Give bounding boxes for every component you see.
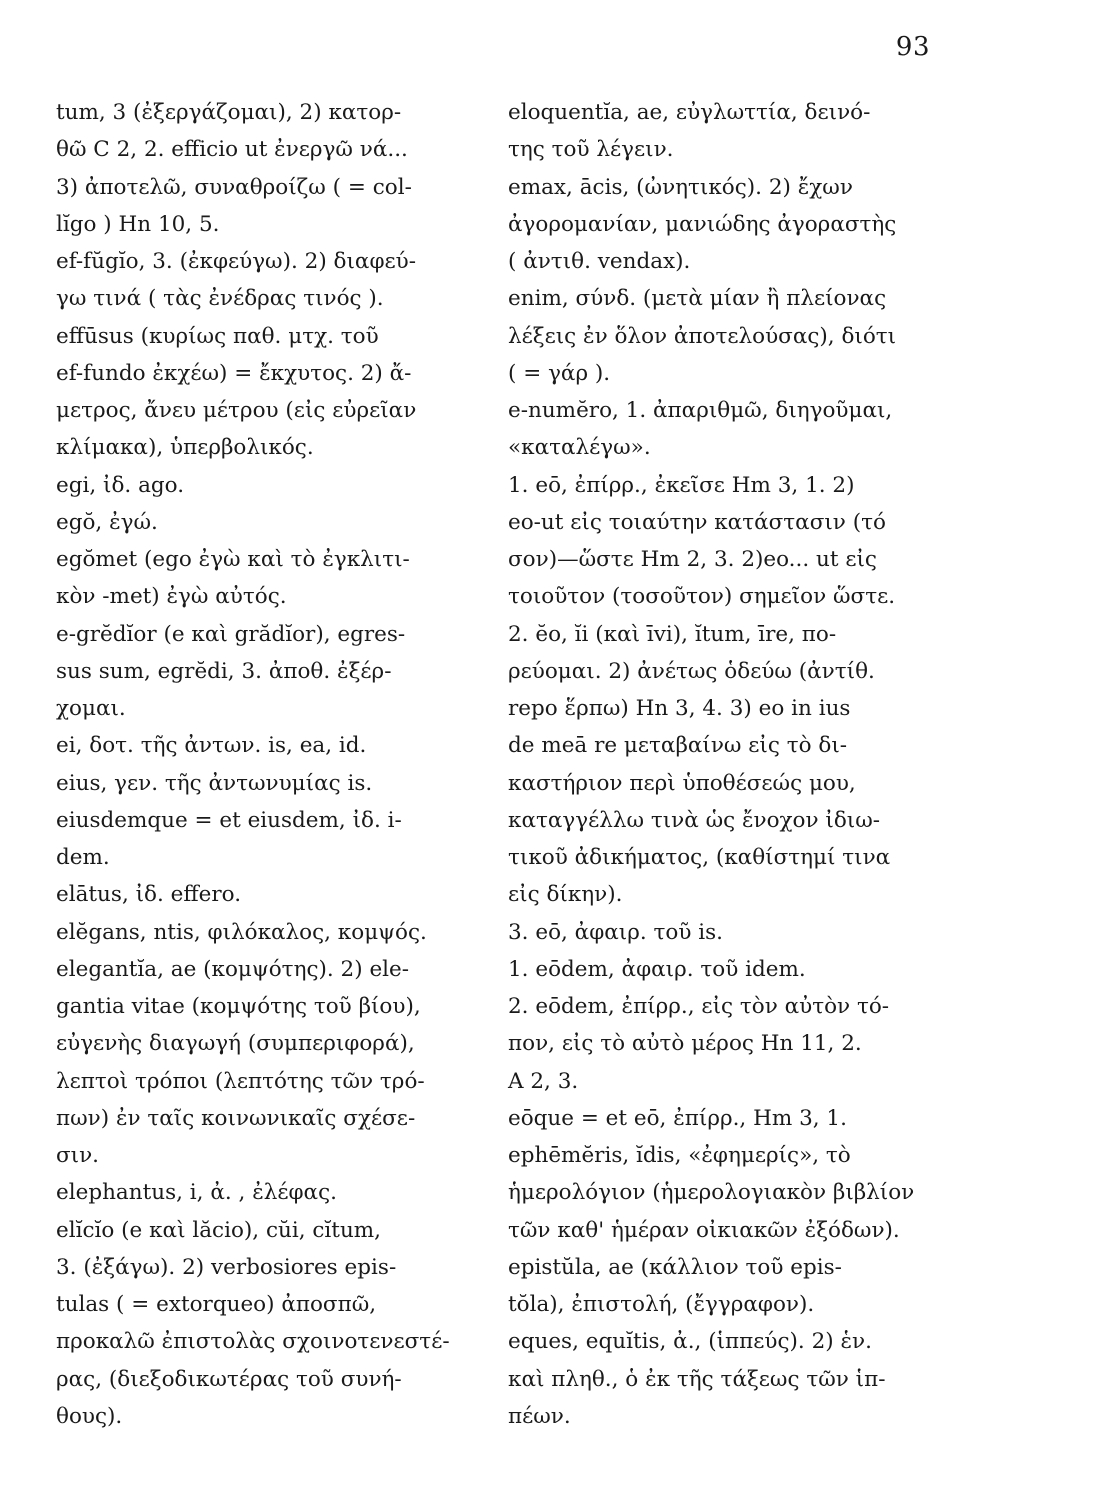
text-line: effūsus (κυρίως παθ. μτχ. τοῦ (56, 323, 379, 349)
text-line: προκαλῶ ἐπιστολὰς σχοινοτενεστέ- (56, 1329, 450, 1355)
text-line: πων) ἐν ταῖς κοινωνικαῖς σχέσε- (56, 1105, 416, 1131)
text-line: ef-fŭgĭo, 3. (ἐκφεύγω). 2) διαφεύ- (56, 249, 416, 274)
text-line: τῶν καθ' ἡμέραν οἰκιακῶν ἐξόδων). (508, 1217, 900, 1243)
text-line: eloquentĭa, ae, εὐγλωττία, δεινό- (508, 100, 871, 125)
text-line: τικοῦ ἀδικήματος, (καθίστημί τινα (508, 845, 891, 870)
text-line: ( ἀντιθ. vendax). (508, 249, 691, 274)
page-number: 93 (895, 32, 930, 62)
text-line: χομαι. (56, 696, 126, 721)
text-line: καστήριον περὶ ὑποθέσεώς μου, (508, 770, 856, 796)
left-column (56, 94, 472, 1435)
text-line: ρας, (διεξοδικωτέρας τοῦ συνή- (56, 1366, 402, 1392)
text-line: πον, εἰς τὸ αὐτὸ μέρος Hn 11, 2. (508, 1031, 862, 1057)
text-line: eius, γεν. τῆς ἀντωνυμίας is. (56, 770, 373, 796)
text-line: πέων. (508, 1403, 571, 1429)
text-line: repo ἕρπω) Hn 3, 4. 3) eo in ius (508, 696, 851, 721)
text-line: λεπτοὶ τρόποι (λεπτότης τῶν τρό- (56, 1068, 425, 1094)
text-line: ef-fundo ἐκχέω) = ἔκχυτος. 2) ἄ- (56, 360, 412, 386)
text-line: εὐγενὴς διαγωγή (συμπεριφορά), (56, 1031, 415, 1057)
text-line: γω τινά ( τὰς ἐνέδρας τινός ). (56, 286, 384, 312)
text-line: elegantĭa, ae (κομψότης). 2) ele- (56, 956, 410, 982)
text-line: egŏmet (ego ἐγὼ καὶ τὸ ἐγκλιτι- (56, 547, 410, 572)
text-line: sus sum, egrĕdi, 3. ἀποθ. ἐξέρ- (56, 658, 392, 684)
text-line: «καταλέγω». (508, 435, 651, 461)
text-line: λέξεις ἐν ὅλον ἀποτελούσας), διότι (508, 323, 897, 349)
text-line: eo-ut εἰς τοιαύτην κατάστασιν (τό (508, 509, 886, 535)
text-line: 3. (ἐξάγω). 2) verbosiores epis- (56, 1254, 397, 1280)
text-line: tulas ( = extorqueo) ἀποσπῶ, (56, 1292, 377, 1317)
text-line: elātus, ἰδ. effero. (56, 882, 242, 908)
text-line: κὸν -met) ἐγὼ αὐτός. (56, 584, 287, 610)
right-column (508, 94, 938, 1435)
text-line: 1. eō, ἐπίρρ., ἐκεῖσε Hm 3, 1. 2) (508, 472, 855, 498)
text-line: eques, equĭtis, ἀ., (ἱππεύς). 2) ἑν. (508, 1329, 872, 1355)
text-line: 2. eōdem, ἐπίρρ., εἰς τὸν αὐτὸν τό- (508, 994, 890, 1019)
text-line: σιν. (56, 1143, 100, 1168)
text-line: θῶ C 2, 2. efficio ut ἐνεργῶ νά... (56, 137, 408, 163)
text-line: καταγγέλλω τινὰ ὡς ἔνοχον ἰδιω- (508, 807, 881, 833)
text-line: epistŭla, ae (κάλλιον τοῦ epis- (508, 1254, 842, 1280)
text-line: elĕgans, ntis, φιλόκαλος, κομψός. (56, 919, 427, 945)
text-line: ei, δοτ. τῆς ἀντων. is, ea, id. (56, 733, 367, 759)
text-line: σον)—ὥστε Hm 2, 3. 2)eo... ut εἰς (508, 547, 877, 572)
text-line: elĭcĭo (e καὶ lăcio), cŭi, cĭtum, (56, 1217, 382, 1243)
text-line: eōque = et eō, ἐπίρρ., Hm 3, 1. (508, 1105, 847, 1131)
text-line: θους). (56, 1403, 123, 1429)
text-line: lĭgo ) Hn 10, 5. (56, 211, 220, 237)
text-line: ephēmĕris, ĭdis, «ἐφημερίς», τὸ (508, 1143, 851, 1168)
text-line: μετρος, ἄνευ μέτρου (εἰς εὐρεῖαν (56, 398, 417, 423)
text-line: emax, ācis, (ὠνητικός). 2) ἔχων (508, 174, 853, 200)
text-line: ἀγορομανίαν, μανιώδης ἀγοραστὴς (508, 211, 897, 237)
text-line: gantia vitae (κομψότης τοῦ βίου), (56, 994, 421, 1019)
text-line: tum, 3 (ἐξεργάζομαι), 2) κατορ- (56, 100, 402, 125)
text-line: καὶ πληθ., ὁ ἐκ τῆς τάξεως τῶν ἱπ- (508, 1366, 886, 1392)
text-line: ( = γάρ ). (508, 360, 611, 386)
text-line: εἰς δίκην). (508, 882, 623, 908)
text-line: ρεύομαι. 2) ἀνέτως ὁδεύω (ἀντίθ. (508, 658, 875, 684)
text-line: ἡμερολόγιον (ἡμερολογιακὸν βιβλίον (508, 1180, 915, 1206)
text-line: 1. eōdem, ἀφαιρ. τοῦ idem. (508, 956, 806, 982)
text-line: της τοῦ λέγειν. (508, 137, 674, 163)
text-line: egi, ἰδ. ago. (56, 472, 185, 498)
text-line: tŏla), ἐπιστολή, (ἔγγραφον). (508, 1292, 815, 1317)
text-line: de meā re μεταβαίνω εἰς τὸ δι- (508, 733, 848, 759)
text-line: dem. (56, 845, 110, 870)
text-line: 3) ἀποτελῶ, συναθροίζω ( = col- (56, 174, 412, 200)
text-line: τοιοῦτον (τοσοῦτον) σημεῖον ὥστε. (508, 584, 896, 610)
text-line: e-grĕdĭor (e καὶ grădĭor), egres- (56, 621, 406, 647)
text-line: e-numĕro, 1. ἀπαριθμῶ, διηγοῦμαι, (508, 398, 893, 423)
text-line: egŏ, ἐγώ. (56, 509, 158, 535)
text-line: 2. ĕo, ĭi (καὶ īvi), ĭtum, īre, πο- (508, 621, 837, 647)
text-line: eiusdemque = et eiusdem, ἰδ. i- (56, 807, 402, 833)
text-line: A 2, 3. (508, 1068, 579, 1094)
text-line: 3. eō, ἀφαιρ. τοῦ is. (508, 919, 723, 945)
text-line: elephantus, i, ἀ. , ἐλέφας. (56, 1180, 337, 1206)
text-line: κλίμακα), ὑπερβολικός. (56, 435, 314, 461)
text-line: enim, σύνδ. (μετὰ μίαν ἢ πλείονας (508, 286, 887, 312)
